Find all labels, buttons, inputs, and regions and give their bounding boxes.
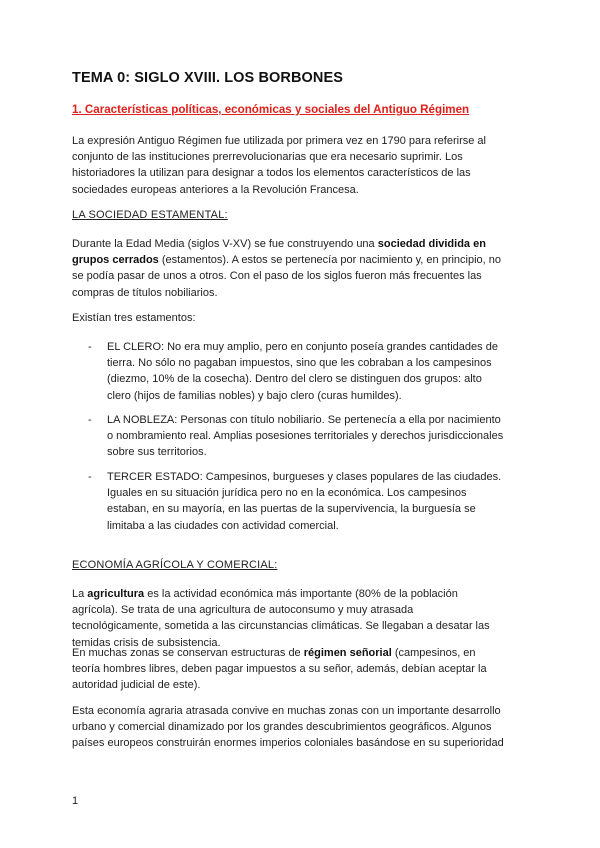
intro-paragraph: La expresión Antiguo Régimen fue utilizada por primera vez en 1790 para referirse al conjunto de las instituciones prerrevolucionarias que era necesario suprimir. Los historiadores la utilizan para designar a todos los elementos característicos de las sociedades europeas anteriores a la Revolución Francesa. bbox=[72, 135, 486, 196]
economy-text-bold: agricultura bbox=[87, 588, 145, 600]
economy-paragraph-3: Esta economía agraria atrasada convive en muchas zonas con un importante desarrollo urbano y comercial dinamizado por los grandes descubrimientos geográficos. Algunos países europeos construirán enormes imperios coloniales basándose en su superioridad bbox=[72, 705, 504, 750]
page-title: TEMA 0: SIGLO XVIII. LOS BORBONES bbox=[72, 70, 344, 86]
economy-paragraph-1 bbox=[72, 586, 504, 651]
list-item-tercer-estado: TERCER ESTADO: Campesinos, burgueses y clases populares de las ciudades. Iguales en su situación jurídica pero no en la económica. Los campesinos estaban, en su mayoría, en las puertas de la supervivencia, la burguesía se limitaba a las ciudades con actividad comercial. bbox=[107, 471, 502, 532]
estates-intro: Existían tres estamentos: bbox=[72, 312, 196, 324]
list-item-nobleza: LA NOBLEZA: Personas con título nobiliario. Se pertenecía a ella por nacimiento o nombramiento real. Amplias posesiones territoriales y derechos jurisdiccionales sobre sus territorios. bbox=[107, 414, 504, 459]
economy-text-d: (campesinos, en teoría hombres libres, deben pagar impuestos a su señor, además, debían aceptar la autoridad judicial de este). bbox=[72, 647, 487, 692]
economy-paragraph-2 bbox=[72, 645, 504, 694]
bullet-mark: - bbox=[88, 341, 92, 353]
economy-text-c: En muchas zonas se conservan estructuras de bbox=[72, 647, 304, 659]
economy-text-a: La bbox=[72, 588, 88, 600]
page-number: 1 bbox=[72, 795, 79, 807]
economy-heading: ECONOMÍA AGRÍCOLA Y COMERCIAL: bbox=[72, 559, 278, 571]
society-text-b: (estamentos). A estos se pertenecía por nacimiento y, en principio, no se podía pasar de unos a otros. Con el paso de los siglos fueron más frecuentes las compras de títulos nobiliarios. bbox=[72, 254, 502, 299]
economy-text-bold-2: régimen señorial bbox=[303, 647, 392, 659]
economy-text-b: es la actividad económica más importante (80% de la población agrícola). Se trata de una agricultura de autoconsumo y muy atrasada tecnológicamente, sometida a las circunstancias climáticas. Se llegaban a desatar las temidas crisis de subsistencia. bbox=[72, 588, 490, 649]
section-heading: 1. Características políticas, económicas y sociales del Antiguo Régimen bbox=[72, 103, 470, 116]
society-text-bold: sociedad dividida en grupos cerrados bbox=[72, 238, 486, 267]
society-heading: LA SOCIEDAD ESTAMENTAL: bbox=[72, 209, 228, 221]
list-item-clero: EL CLERO: No era muy amplio, pero en conjunto poseía grandes cantidades de tierra. No sólo no pagaban impuestos, sino que les cobraban a los campesinos (diezmo, 10% de la cosecha). Dentro del clero se distinguen dos grupos: alto clero (hijos de familias nobles) y bajo clero (curas humildes). bbox=[107, 341, 498, 402]
society-text-a: Durante la Edad Media (siglos V-XV) se fue construyendo una bbox=[72, 238, 378, 250]
bullet-mark: - bbox=[88, 414, 92, 426]
bullet-mark: - bbox=[88, 471, 92, 483]
society-paragraph bbox=[72, 236, 504, 301]
